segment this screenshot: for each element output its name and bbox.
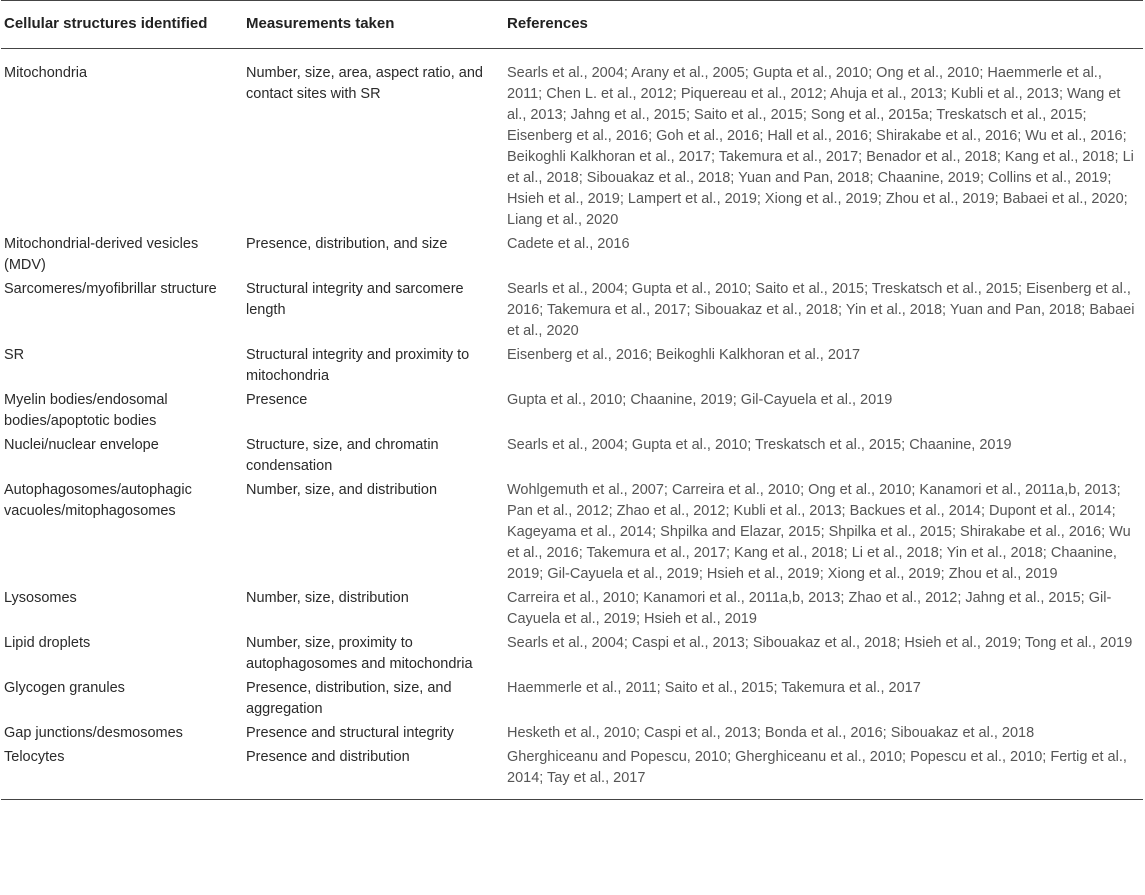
table-row (1, 279, 1143, 345)
cell-measurement: Number, size, proximity to autophagosomes and mitochondria (246, 635, 473, 672)
cell-structure: Autophagosomes/autophagic vacuoles/mitophagosomes (4, 482, 192, 519)
cell-structure: Gap junctions/desmosomes (4, 725, 183, 741)
table-row (1, 345, 1143, 390)
cell-references: Searls et al., 2004; Gupta et al., 2010; Treskatsch et al., 2015; Chaanine, 2019 (507, 437, 1012, 453)
table-body (1, 49, 1143, 800)
cell-references: Searls et al., 2004; Arany et al., 2005; Gupta et al., 2010; Ong et al., 2010; Haemmerle et al., 2011; Chen L. et al., 2012; Piquereau et al., 2012; Ahuja et al., 2013; Kubli et al., 2013; Wang et al., 2013; Jahng et al., 2015; Saito et al., 2015; Song et al., 2015a; Treskatsch et al., 2015; Eisenberg et al., 2016; Goh et al., 2016; Hall et al., 2016; Shirakabe et al., 2016; Wu et al., 2016; Beikoghli Kalkhoran et al., 2017; Takemura et al., 2017; Benador et al., 2018; Kang et al., 2018; Li et al., 2018; Sibouakaz et al., 2018; Yuan and Pan, 2018; Chaanine, 2019; Collins et al., 2019; Hsieh et al., 2019; Lampert et al., 2019; Xiong et al., 2019; Zhou et al., 2019; Babaei et al., 2020; Liang et al., 2020 (507, 65, 1134, 228)
cell-references: Haemmerle et al., 2011; Saito et al., 2015; Takemura et al., 2017 (507, 680, 921, 696)
table-row (1, 49, 1143, 235)
header-row (1, 1, 1143, 49)
cell-references: Searls et al., 2004; Caspi et al., 2013; Sibouakaz et al., 2018; Hsieh et al., 2019; Tong et al., 2019 (507, 635, 1133, 651)
table-header (1, 1, 1143, 49)
cell-measurement: Number, size, area, aspect ratio, and contact sites with SR (246, 65, 483, 102)
table-row (1, 234, 1143, 279)
cell-references: Cadete et al., 2016 (507, 236, 630, 252)
table-row (1, 678, 1143, 723)
cell-measurement: Structural integrity and sarcomere length (246, 281, 464, 318)
cell-measurement: Presence and structural integrity (246, 725, 454, 741)
cell-measurement: Presence and distribution (243, 747, 504, 800)
cell-structure: Lipid droplets (4, 635, 91, 651)
cell-structure: Mitochondrial-derived vesicles (MDV) (4, 236, 199, 273)
cell-references: Gupta et al., 2010; Chaanine, 2019; Gil-Cayuela et al., 2019 (507, 392, 893, 408)
cell-measurement: Number, size, distribution (246, 590, 409, 606)
cell-references: Carreira et al., 2010; Kanamori et al., 2011a,b, 2013; Zhao et al., 2012; Jahng et al., 2015; Gil-Cayuela et al., 2019; Hsieh et al., 2019 (507, 590, 1112, 627)
cellular-structures-table (1, 0, 1143, 800)
cell-structure: Telocytes (1, 747, 243, 800)
cell-measurement: Number, size, and distribution (246, 482, 438, 498)
table-row (1, 723, 1143, 747)
cell-structure: Lysosomes (4, 590, 77, 606)
cell-references: Searls et al., 2004; Gupta et al., 2010; Saito et al., 2015; Treskatsch et al., 2015; Eisenberg et al., 2016; Takemura et al., 2017; Sibouakaz et al., 2018; Yin et al., 2018; Yuan and Pan, 2018; Babaei et al., 2020 (507, 281, 1135, 339)
cell-measurement: Structure, size, and chromatin condensation (246, 437, 439, 474)
cell-structure: Glycogen granules (4, 680, 125, 696)
cell-measurement: Presence (246, 392, 308, 408)
table-row (1, 390, 1143, 435)
cell-references: Hesketh et al., 2010; Caspi et al., 2013; Bonda et al., 2016; Sibouakaz et al., 2018 (507, 725, 1035, 741)
cell-references: Gherghiceanu and Popescu, 2010; Gherghiceanu et al., 2010; Popescu et al., 2010; Fertig et al., 2014; Tay et al., 2017 (504, 747, 1143, 800)
table-row (1, 435, 1143, 480)
cell-measurement: Presence, distribution, and size (246, 236, 448, 252)
cell-structure: Mitochondria (4, 65, 88, 81)
cell-structure: Sarcomeres/myofibrillar structure (4, 281, 217, 297)
cell-structure: SR (4, 347, 25, 363)
header-cellular-structures: Cellular structures identified (1, 1, 243, 49)
cell-structure: Nuclei/nuclear envelope (4, 437, 159, 453)
header-measurements-taken: Measurements taken (243, 1, 504, 49)
table-row (1, 747, 1143, 800)
table-row (1, 480, 1143, 588)
cell-references: Eisenberg et al., 2016; Beikoghli Kalkhoran et al., 2017 (507, 347, 861, 363)
header-references: References (504, 1, 1143, 49)
cell-measurement: Presence, distribution, size, and aggregation (246, 680, 452, 717)
cell-references: Wohlgemuth et al., 2007; Carreira et al., 2010; Ong et al., 2010; Kanamori et al., 2011a,b, 2013; Pan et al., 2012; Zhao et al., 2012; Kubli et al., 2013; Backues et al., 2014; Dupont et al., 2014; Kageyama et al., 2014; Shpilka and Elazar, 2015; Shpilka et al., 2015; Shirakabe et al., 2016; Wu et al., 2016; Takemura et al., 2017; Kang et al., 2018; Li et al., 2018; Yin et al., 2018; Chaanine, 2019; Gil-Cayuela et al., 2019; Hsieh et al., 2019; Xiong et al., 2019; Zhou et al., 2019 (507, 482, 1131, 582)
table-row (1, 633, 1143, 678)
cell-measurement: Structural integrity and proximity to mitochondria (246, 347, 470, 384)
table-row (1, 588, 1143, 633)
cell-structure: Myelin bodies/endosomal bodies/apoptotic bodies (4, 392, 168, 429)
